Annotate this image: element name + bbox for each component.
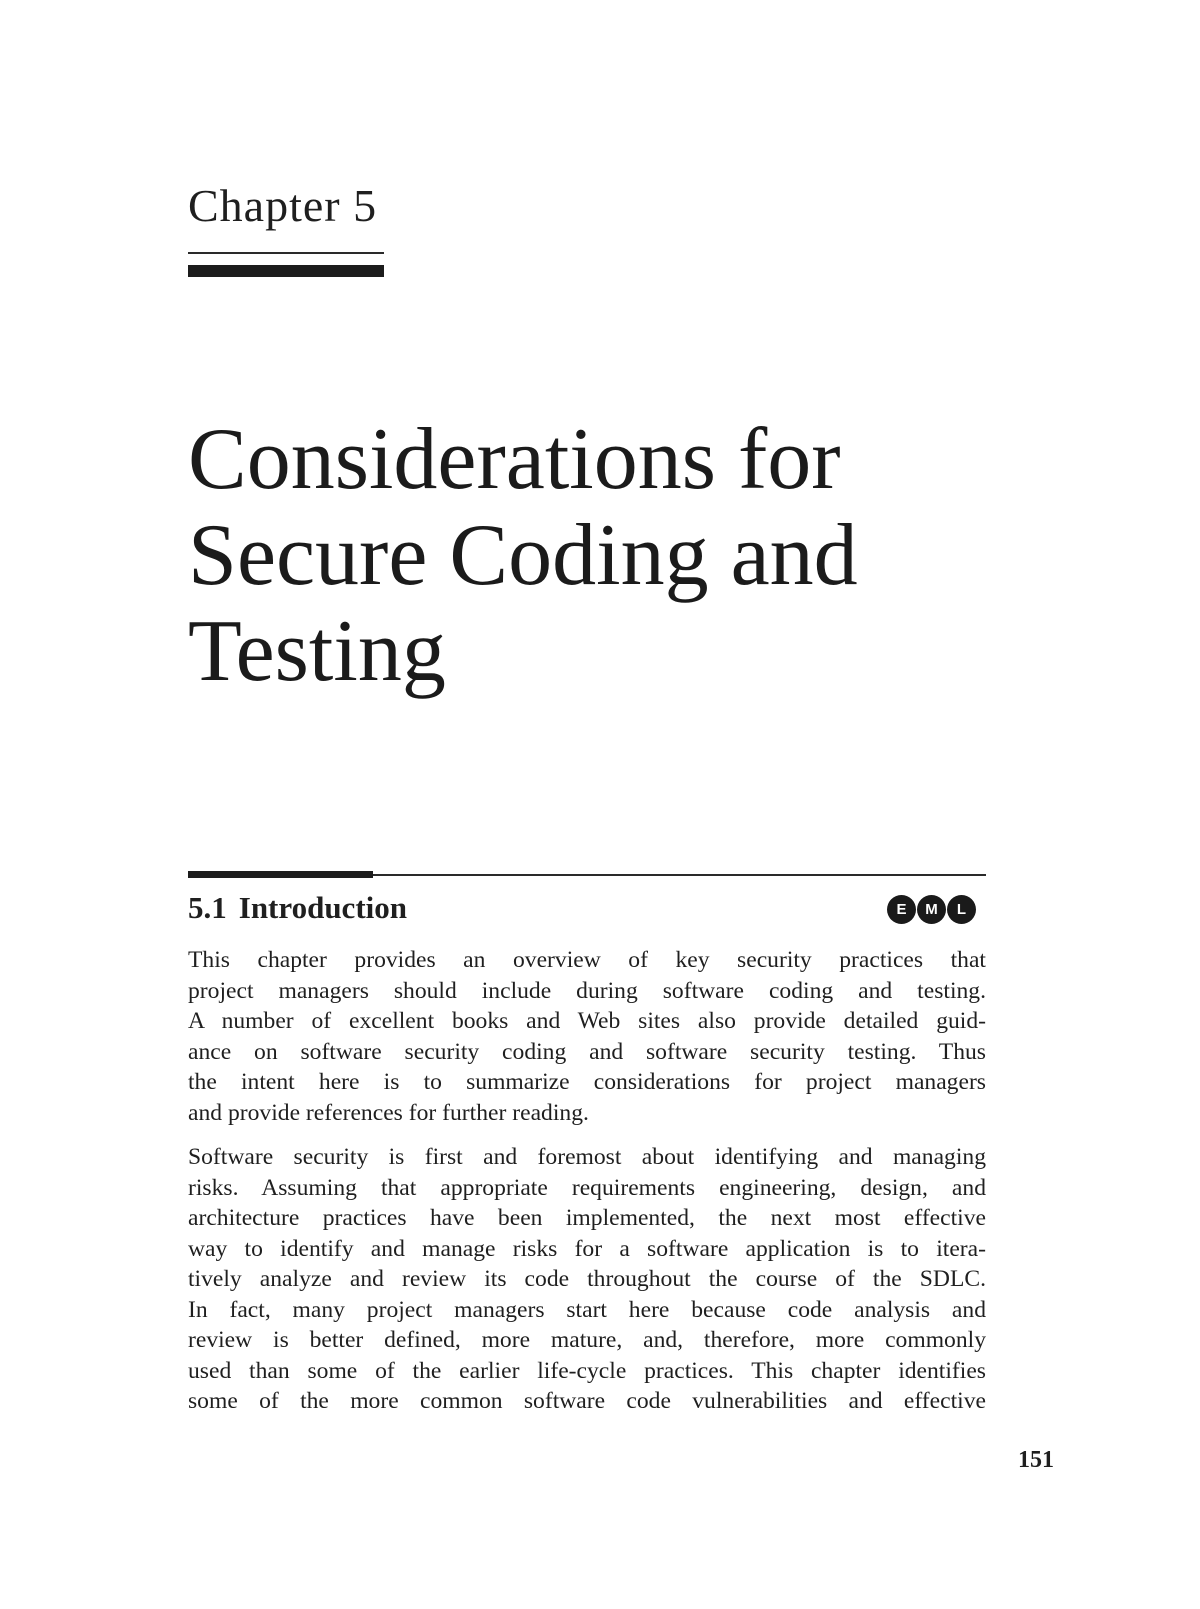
page-number: 151 <box>1018 1447 1054 1473</box>
section-heading <box>188 890 407 926</box>
section-title: Introduction <box>238 890 407 925</box>
chapter-title-line: Secure Coding and <box>188 507 858 604</box>
text-line: ance on software security coding and software security testing. Thus <box>188 1038 986 1065</box>
text-line: risks. Assuming that appropriate requirements engineering, design, and <box>188 1174 986 1201</box>
text-line: and provide references for further reading. <box>188 1099 589 1126</box>
chapter-title-line: Considerations for <box>188 411 841 508</box>
text-line: review is better defined, more mature, and, therefore, more commonly <box>188 1327 986 1353</box>
chapter-label: Chapter 5 <box>188 180 378 231</box>
text-line: This chapter provides an overview of key security practices that <box>188 947 986 973</box>
section-number: 5.1 <box>188 890 227 925</box>
chapter-rule-thin <box>188 252 384 254</box>
chapter-title-line: Testing <box>188 603 446 700</box>
text-line: used than some of the earlier life-cycle practices. This chapter identifies <box>188 1357 986 1384</box>
body-text <box>188 945 986 1431</box>
level-badge-e: E <box>887 895 916 924</box>
text-line: architecture practices have been implemented, the next most effective <box>188 1205 986 1231</box>
text-line: some of the more common software code vulnerabilities and effective <box>188 1388 986 1414</box>
text-line: project managers should include during software coding and testing. <box>188 977 986 1004</box>
paragraph-1 <box>188 945 986 1128</box>
text-line: In fact, many project managers start here because code analysis and <box>188 1296 986 1323</box>
paragraph-2 <box>188 1142 986 1417</box>
chapter-rule-thick <box>188 265 384 277</box>
level-badges <box>887 895 976 924</box>
text-line: Software security is first and foremost about identifying and managing <box>188 1144 986 1170</box>
level-badge-l: L <box>947 895 976 924</box>
section-rule-thick <box>188 871 373 878</box>
level-badge-m: M <box>917 895 946 924</box>
text-line: the intent here is to summarize considerations for project managers <box>188 1069 986 1095</box>
text-line: A number of excellent books and Web sites also provide detailed guid- <box>188 1008 986 1034</box>
text-line: way to identify and manage risks for a software application is to itera- <box>188 1235 986 1262</box>
chapter-title <box>188 412 1088 700</box>
text-line: tively analyze and review its code throughout the course of the SDLC. <box>188 1266 986 1292</box>
